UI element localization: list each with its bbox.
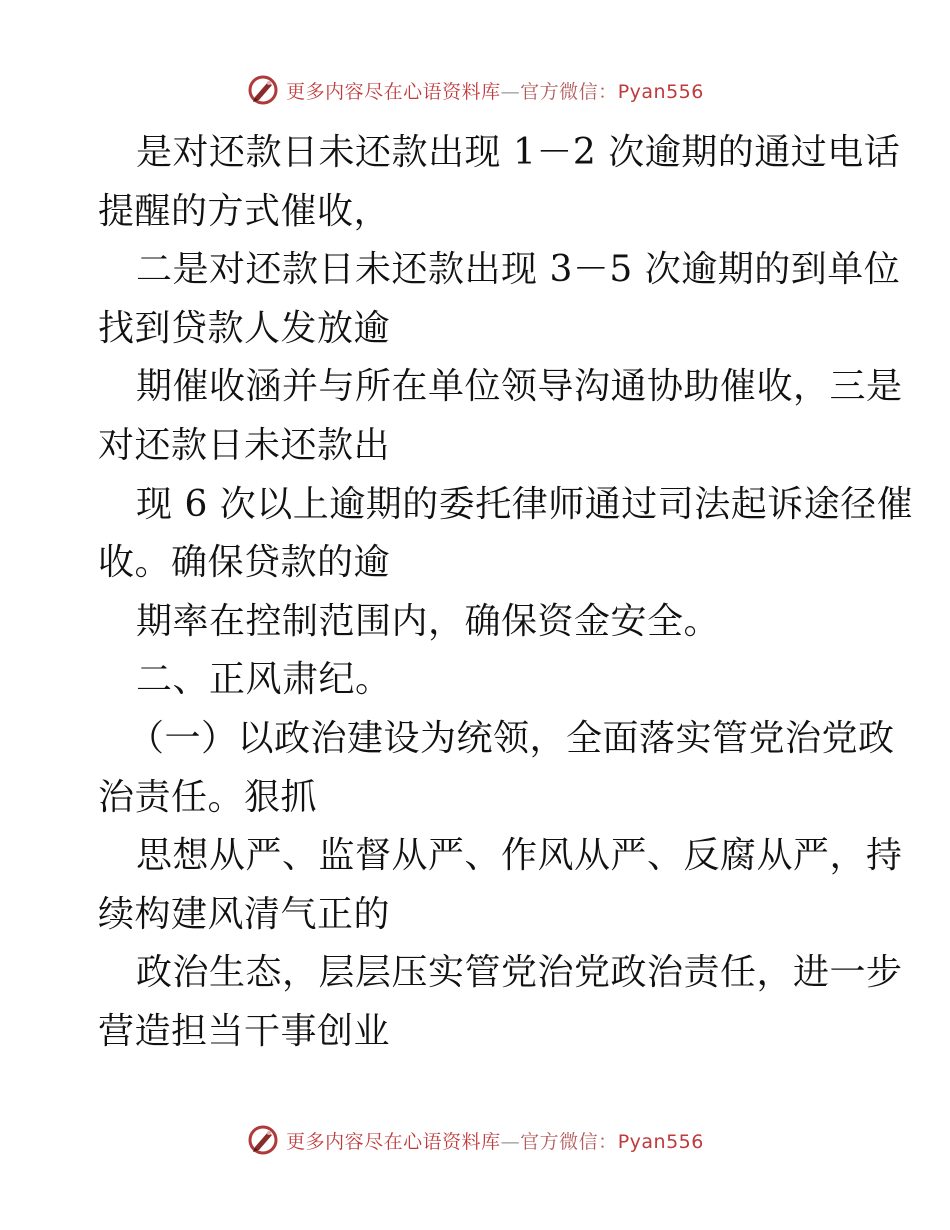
header-watermark: [0, 70, 950, 110]
subsection-heading: （一）以政治建设为统领，全面落实管党治党政: [128, 717, 895, 759]
text-line: 营造担当干事创业: [98, 1010, 391, 1052]
pen-logo-icon: [246, 73, 280, 107]
text-line: 二是对还款日未还款出现 3－5 次逾期的到单位: [136, 249, 901, 291]
text-line: 期催收涵并与所在单位领导沟通协助催收，三是: [136, 366, 903, 408]
text-line: 现 6 次以上逾期的委托律师通过司法起诉途径催: [136, 483, 914, 525]
text-line: 是对还款日未还款出现 1－2 次逾期的通过电话: [136, 132, 901, 173]
text-line: 找到贷款人发放逾: [98, 307, 391, 349]
text-line: 对还款日未还款出: [98, 424, 391, 466]
section-heading: 二、正风肃纪。: [136, 659, 392, 701]
document-body: [98, 124, 914, 1062]
text-line: 续构建风清气正的: [98, 893, 391, 935]
text-line: 提醒的方式催收，: [98, 190, 391, 232]
text-line: 思想从严、监督从严、作风从严、反腐从严，持: [136, 835, 903, 877]
watermark-text: 更多内容尽在心语资料库—官方微信：Pyan556: [286, 80, 704, 103]
footer-watermark: [0, 1120, 950, 1160]
text-line: 期率在控制范围内，确保资金安全。: [136, 600, 721, 642]
text-line: 政治生态，层层压实管党治党政治责任，进一步: [136, 952, 903, 994]
watermark-text: 更多内容尽在心语资料库—官方微信：Pyan556: [286, 1130, 704, 1153]
text-line: 治责任。狠抓: [98, 776, 318, 818]
pen-logo-icon: [246, 1123, 280, 1157]
text-line: 收。确保贷款的逾: [98, 542, 391, 584]
